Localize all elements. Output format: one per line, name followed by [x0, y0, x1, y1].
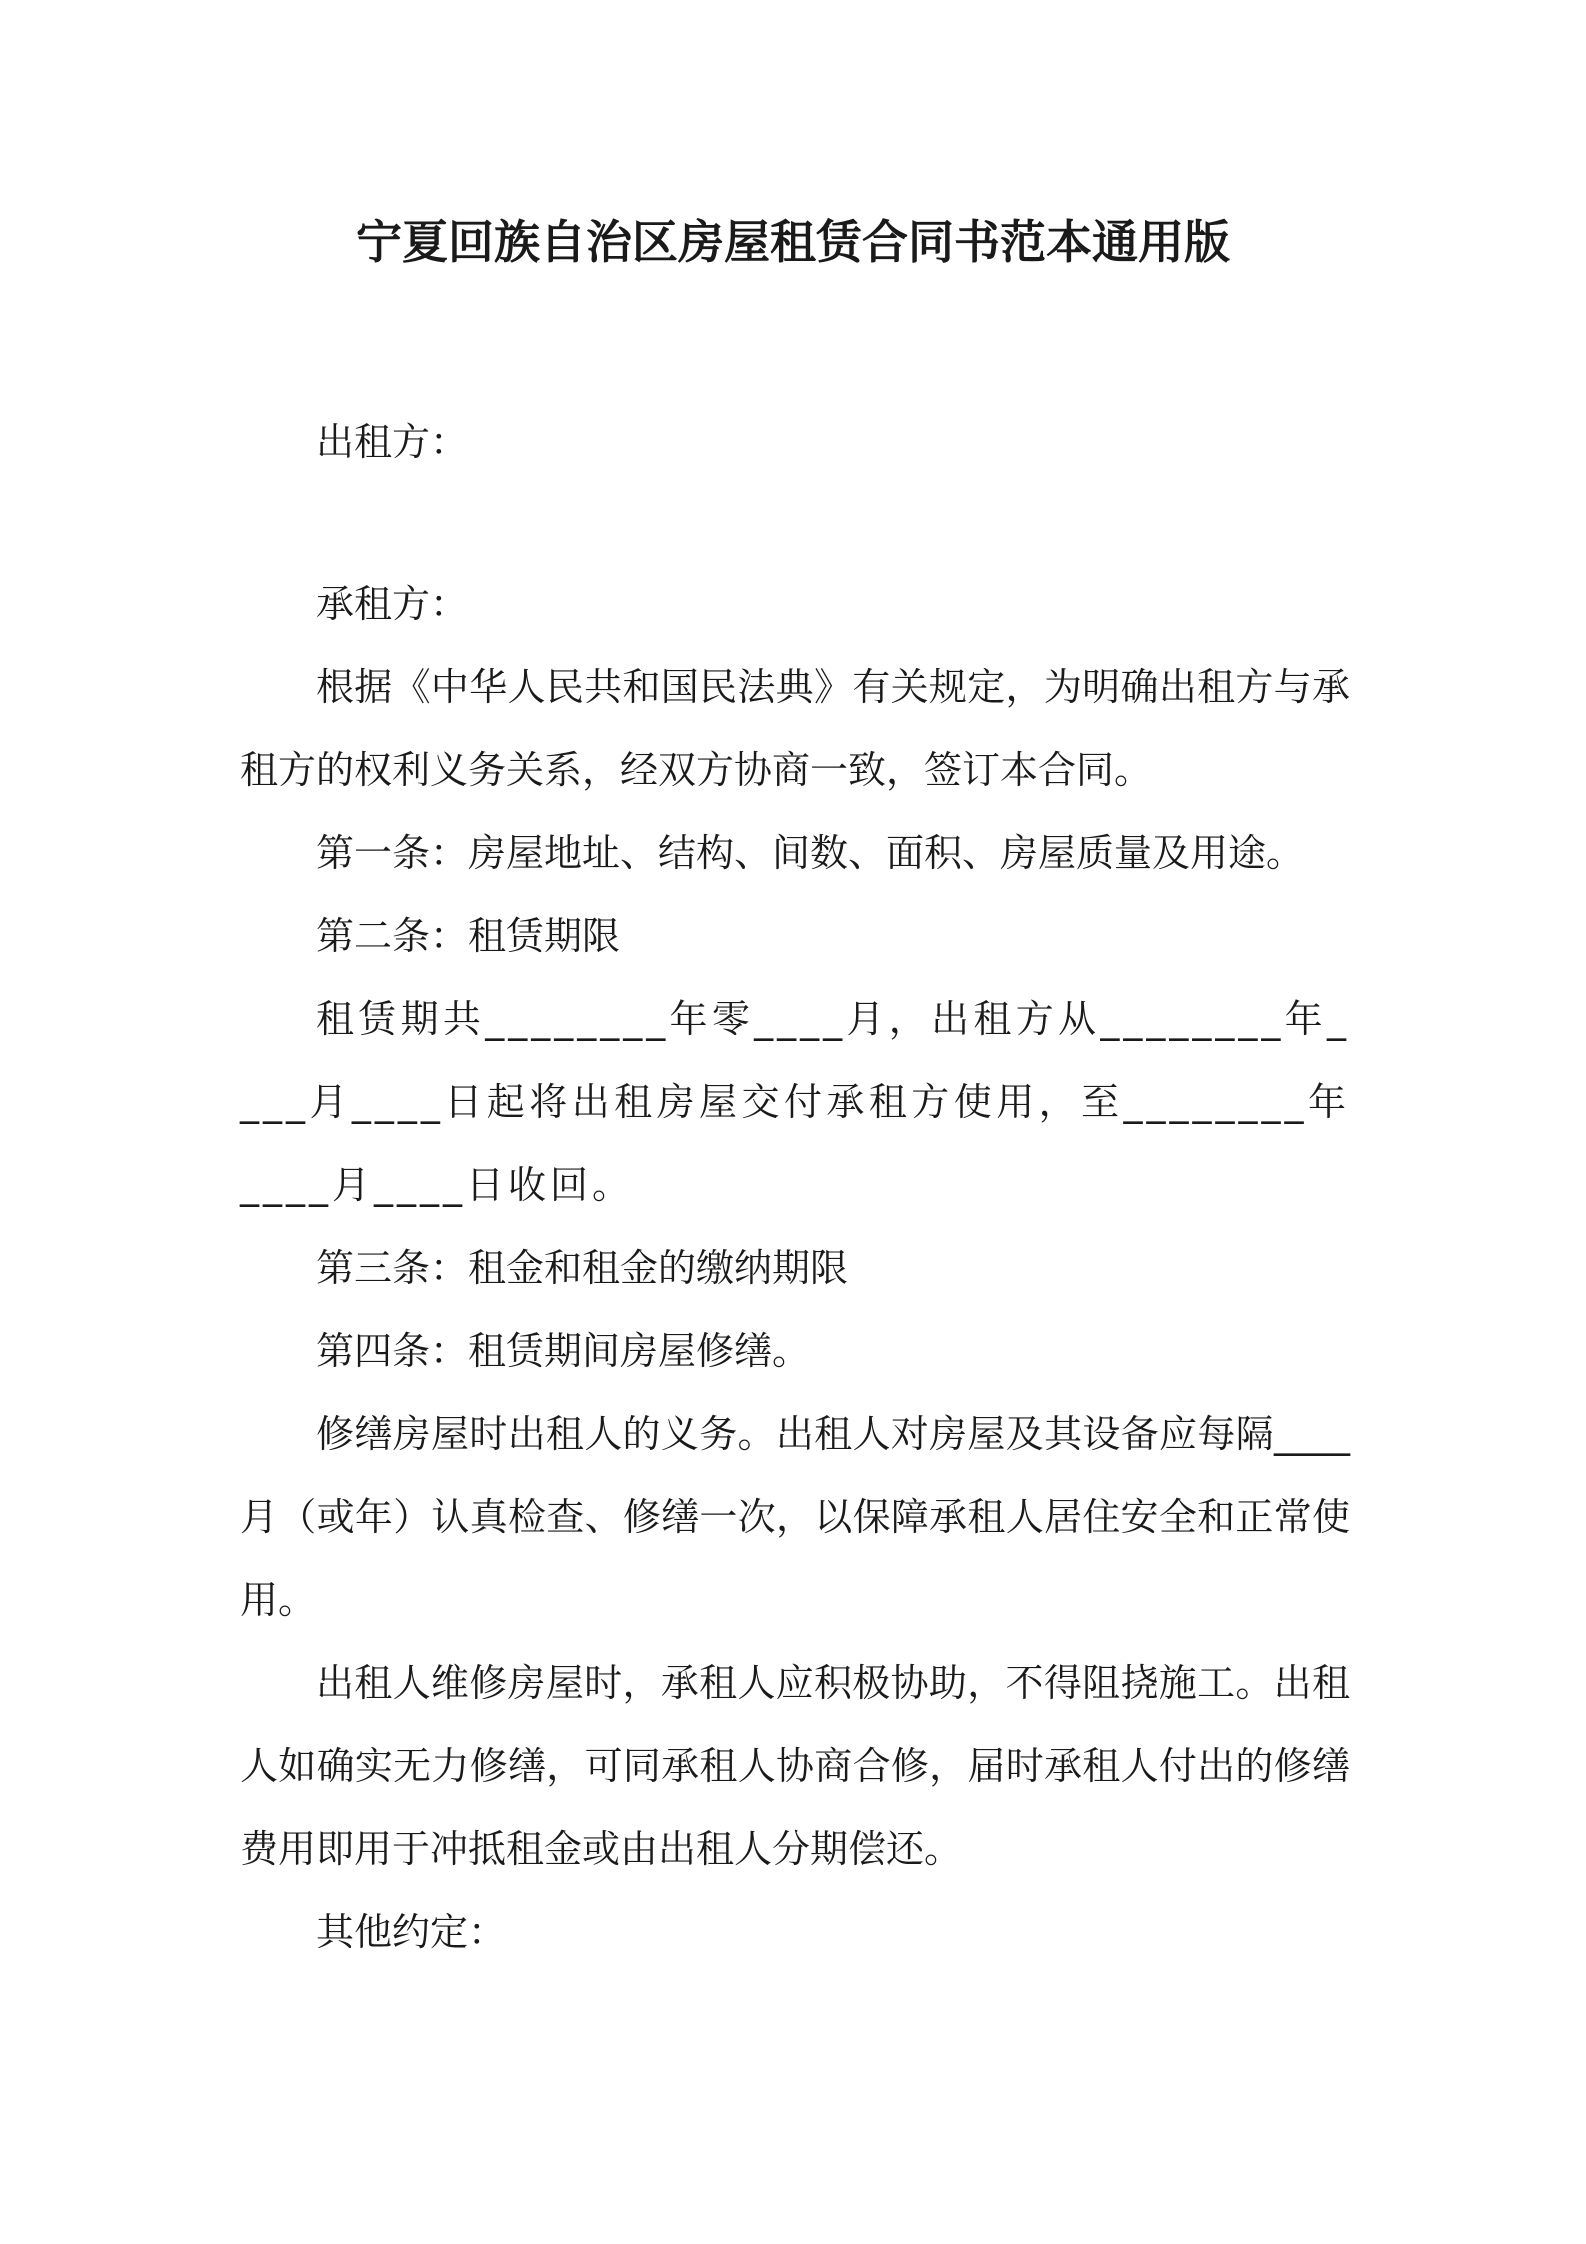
lessor-label: 出租方： — [316, 420, 469, 464]
repair-cooperation-paragraph: 出租人维修房屋时，承租人应积极协助，不得阻挠施工。出租人如确实无力修缮，可同承租人协商合修，届时承租人付出的修缮费用即用于冲抵租金或由出租人分期偿还。 — [240, 1661, 1350, 1871]
article-3-heading: 第三条：租金和租金的缴纳期限 — [316, 1246, 849, 1290]
preamble-paragraph: 根据《中华人民共和国民法典》有关规定，为明确出租方与承租方的权利义务关系，经双方协商一致，签订本合同。 — [240, 665, 1350, 792]
article-1: 第一条：房屋地址、结构、间数、面积、房屋质量及用途。 — [316, 831, 1305, 875]
document-title: 宁夏回族自治区房屋租赁合同书范本通用版 — [356, 215, 1230, 269]
contract-body — [240, 563, 1350, 1974]
other-agreements-label: 其他约定： — [316, 1910, 507, 1954]
lessor-section — [240, 401, 1350, 484]
repair-obligation-paragraph: 修缮房屋时出租人的义务。出租人对房屋及其设备应每隔____月（或年）认真检查、修缮一次，以保障承租人居住安全和正常使用。 — [240, 1412, 1350, 1622]
article-2-heading: 第二条：租赁期限 — [316, 914, 621, 958]
lessee-label: 承租方： — [316, 582, 469, 626]
article-4-heading: 第四条：租赁期间房屋修缮。 — [316, 1329, 811, 1373]
lease-term-paragraph: 租赁期共________年零____月，出租方从________年____月____日起将出租房屋交付承租方使用，至________年____月____日收回。 — [240, 997, 1350, 1207]
